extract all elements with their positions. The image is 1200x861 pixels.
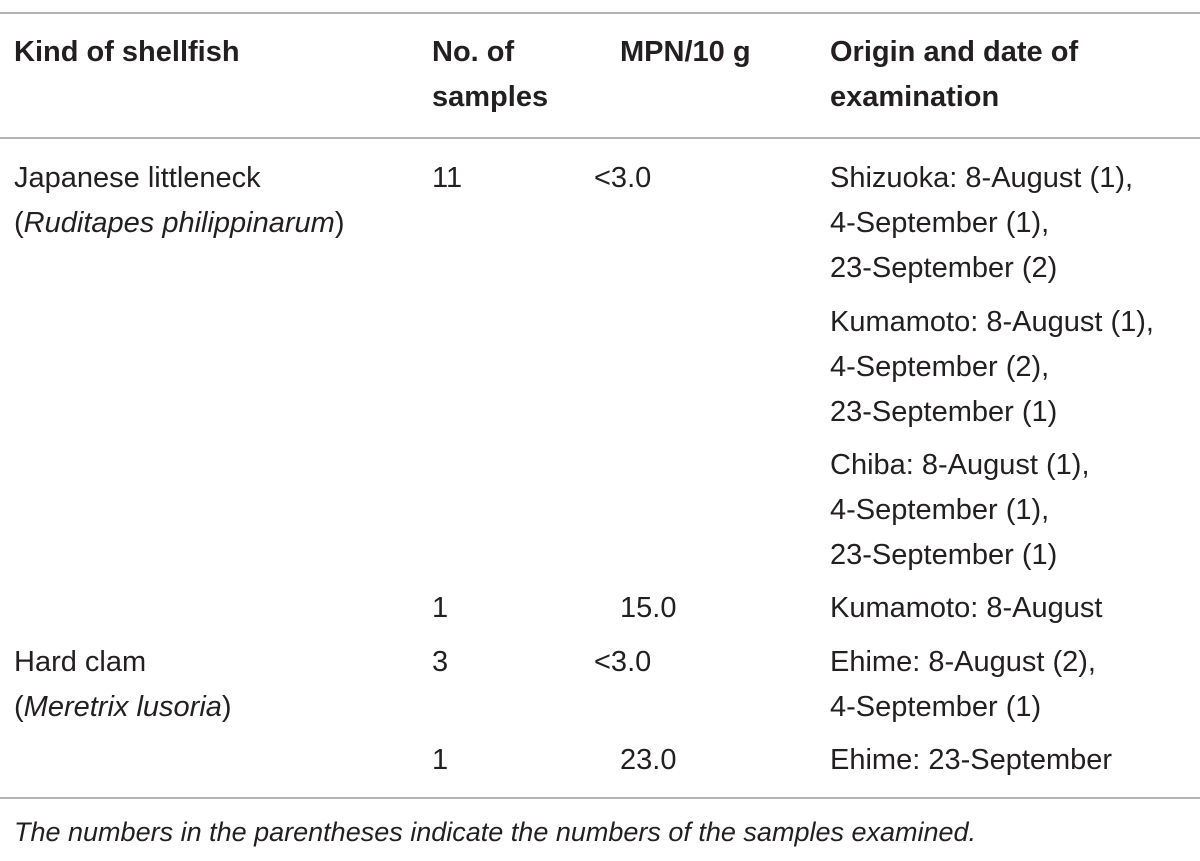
- row4-mpn: 23.0: [620, 744, 677, 776]
- table-bottom-rule: [0, 797, 1200, 799]
- row1-mpn: <3.0: [594, 162, 652, 194]
- header-origin-2: examination: [830, 81, 1000, 113]
- row3-origin-line2: 4-September (1): [830, 691, 1042, 723]
- row1-samples: 11: [432, 162, 463, 194]
- row3-samples: 3: [432, 646, 449, 678]
- row1-origin3-line1: Chiba: 8-August (1),: [830, 449, 1090, 481]
- row1-origin2-line3: 23-September (1): [830, 396, 1058, 428]
- header-kind: Kind of shellfish: [14, 36, 240, 68]
- row1-origin1-line2: 4-September (1),: [830, 207, 1050, 239]
- header-mpn: MPN/10 g: [620, 36, 751, 68]
- row3-origin-line1: Ehime: 8-August (2),: [830, 646, 1096, 678]
- row1-origin3-line3: 23-September (1): [830, 539, 1058, 571]
- row2-samples: 1: [432, 592, 449, 624]
- header-samples-2: samples: [432, 81, 549, 113]
- row2-mpn: 15.0: [620, 592, 677, 624]
- header-origin-1: Origin and date of: [830, 36, 1079, 68]
- row3-kind-latin: (Meretrix lusoria): [14, 691, 232, 723]
- row1-origin1-line1: Shizuoka: 8-August (1),: [830, 162, 1134, 194]
- table-footnote: The numbers in the parentheses indicate the numbers of the samples examined.: [14, 817, 977, 847]
- row1-kind-latin: (Ruditapes philippinarum): [14, 207, 345, 239]
- row1-origin1-line3: 23-September (2): [830, 252, 1058, 284]
- row3-mpn: <3.0: [594, 646, 652, 678]
- row1-origin3-line2: 4-September (1),: [830, 494, 1050, 526]
- row1-origin2-line1: Kumamoto: 8-August (1),: [830, 306, 1154, 338]
- row4-origin-line1: Ehime: 23-September: [830, 744, 1113, 776]
- row1-kind-common: Japanese littleneck: [14, 162, 261, 194]
- row3-kind-common: Hard clam: [14, 646, 147, 678]
- table-top-rule: [0, 12, 1200, 14]
- row4-samples: 1: [432, 744, 449, 776]
- header-samples-1: No. of: [432, 36, 515, 68]
- row2-origin-line1: Kumamoto: 8-August: [830, 592, 1103, 624]
- header-bottom-rule: [0, 137, 1200, 139]
- row1-origin2-line2: 4-September (2),: [830, 351, 1050, 383]
